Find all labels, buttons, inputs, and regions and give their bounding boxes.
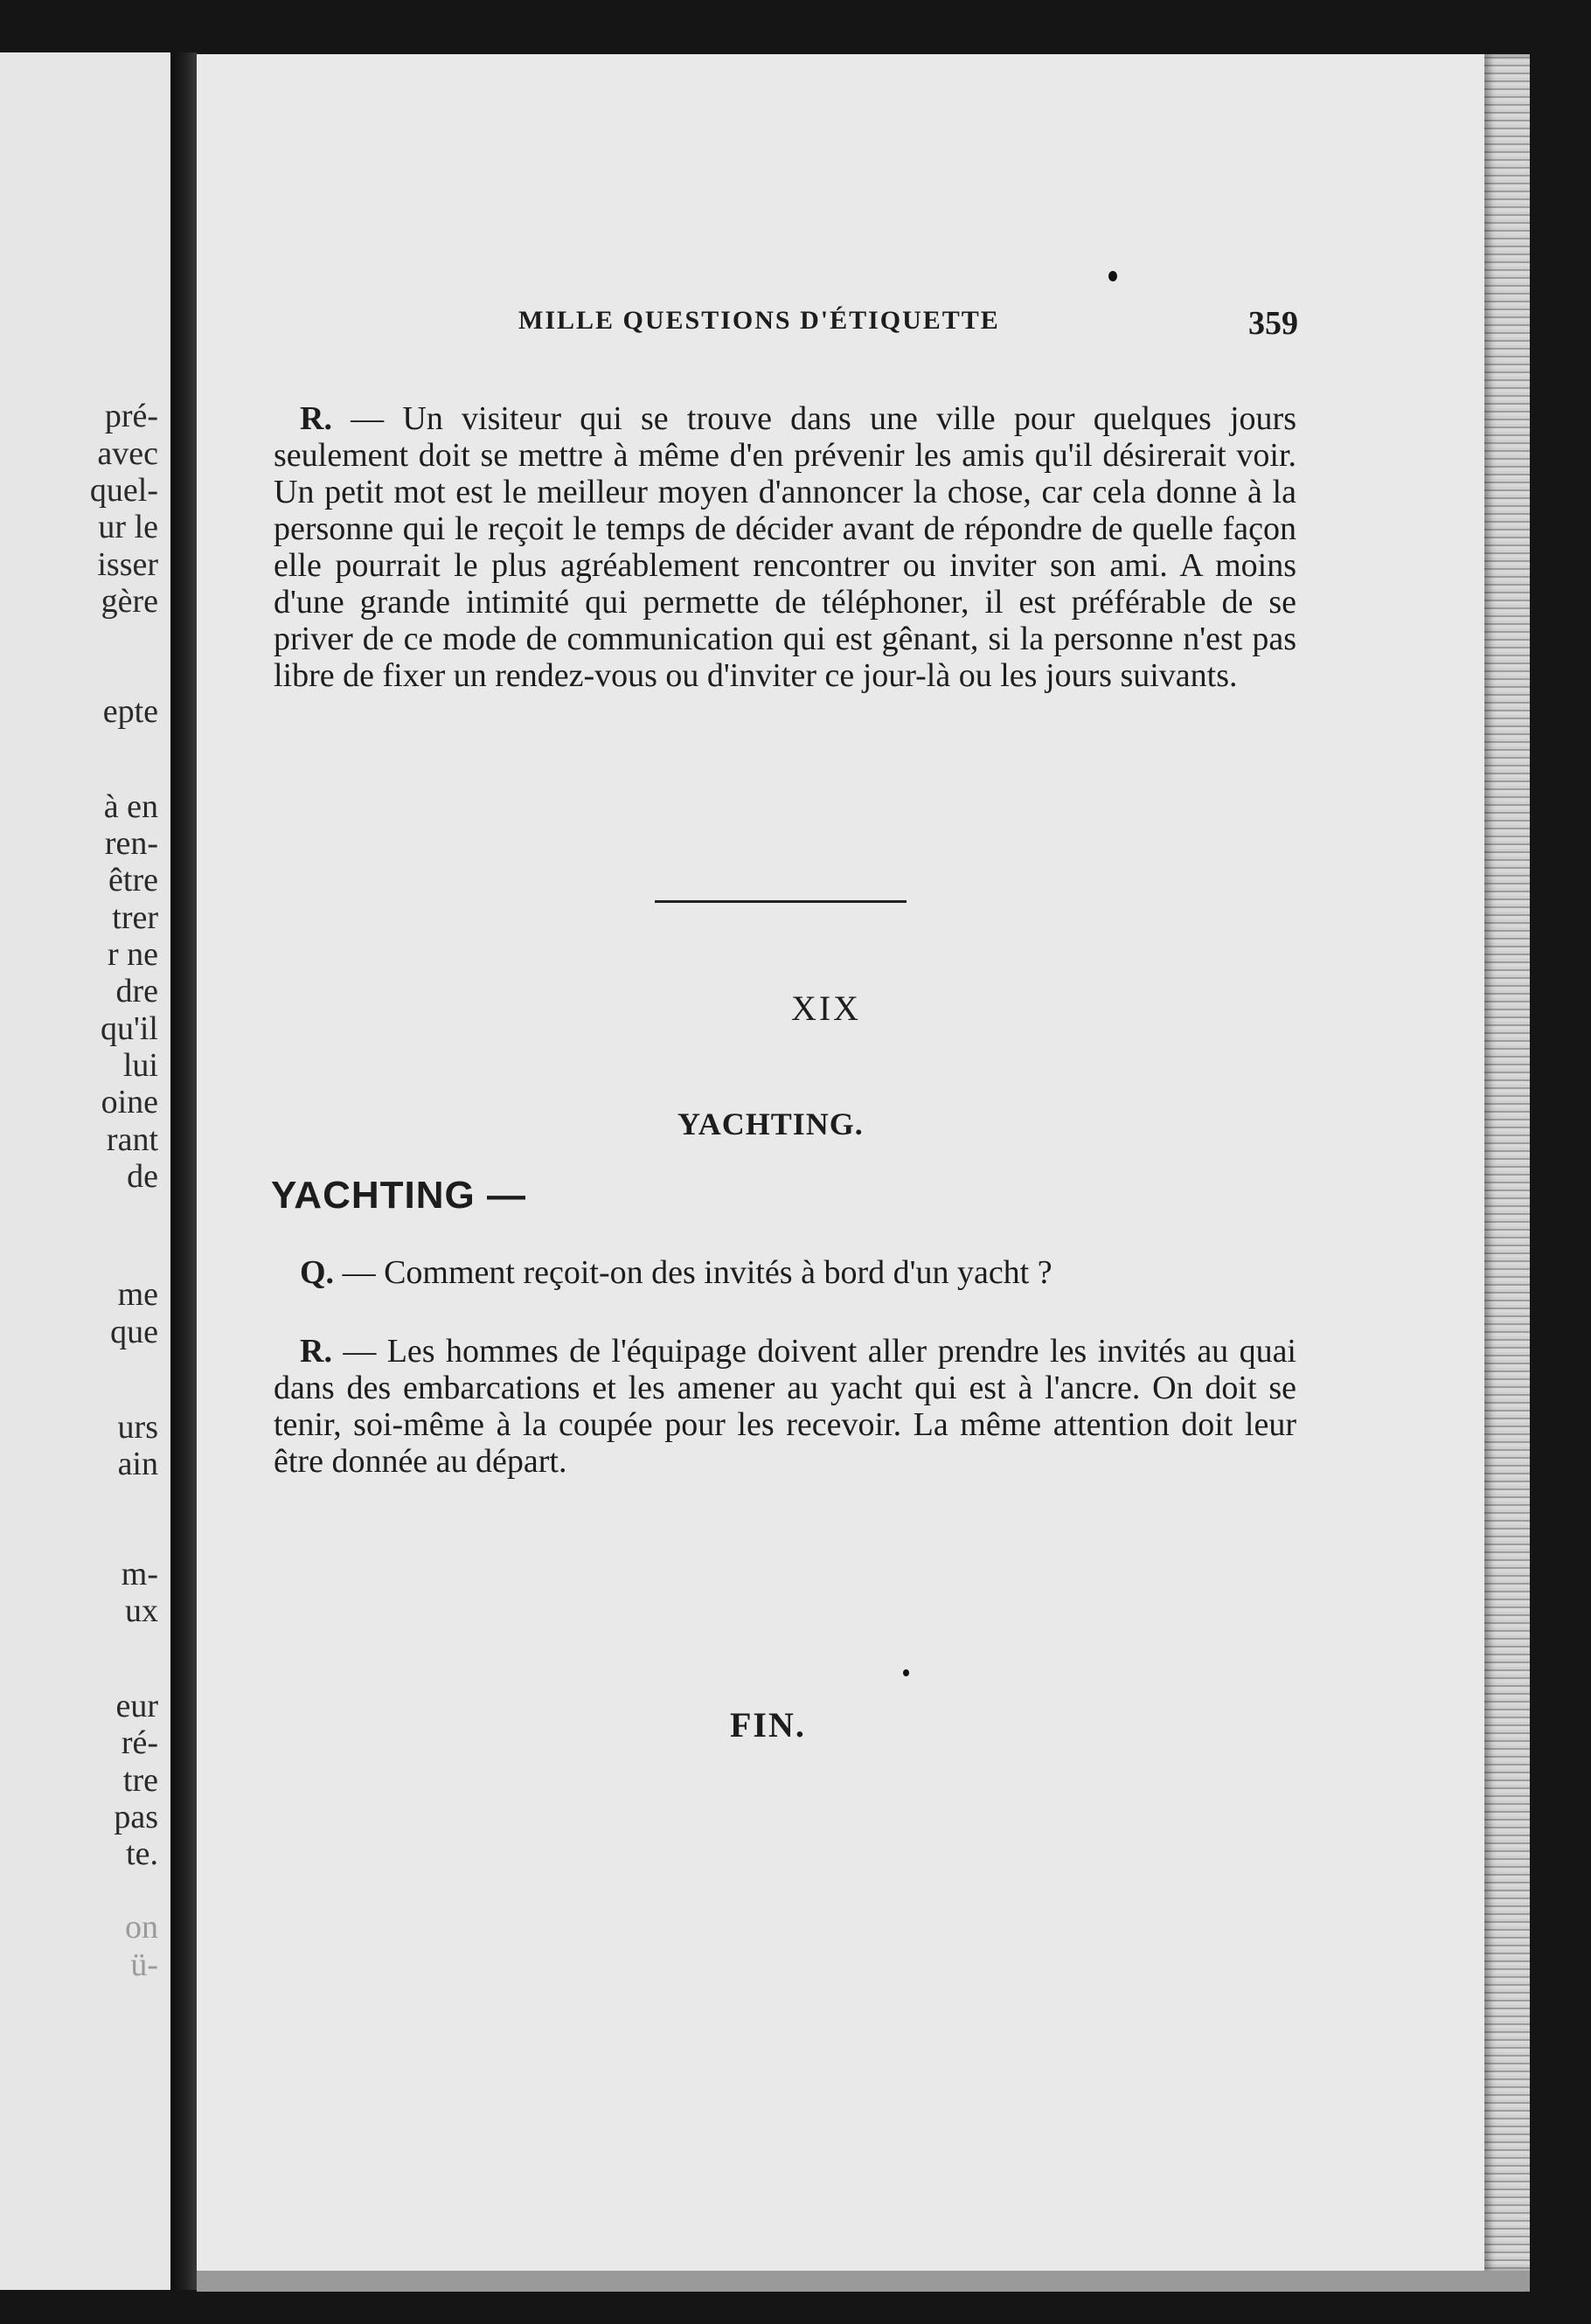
book-gutter [170, 52, 197, 2290]
left-page-line: m- [121, 1556, 158, 1592]
answer-text: — Un visiteur qui se trouve dans une ville pour quelques jours seulement doit se mettre à même d'en prévenir les amis qu'il désirerait voir. Un petit mot est le meilleur moyen d'annoncer la chose, car cela donne à la personne qui le reçoit le temps de décider avant de répondre de quelle façon elle pourrait le plus agréablement rencontrer ou inviter son ami. A moins d'une grande intimité qui permette de téléphoner, il est préférable de se priver de ce mode de communication qui est gênant, si la personne n'est pas libre de fixer un rendez-vous ou d'inviter ce jour-là ou les jours suivants. [274, 400, 1296, 694]
left-page-line: être [108, 862, 158, 898]
end-marker: FIN. [730, 1705, 806, 1745]
answer-paragraph-2 [274, 1333, 1296, 1480]
chapter-title: YACHTING. [677, 1107, 864, 1141]
left-page-line: rant [106, 1121, 158, 1158]
left-page-line: que [110, 1314, 158, 1350]
answer-label: R. [300, 1333, 332, 1370]
left-page-line: ü- [130, 1946, 158, 1983]
question-label: Q. [300, 1254, 335, 1291]
side-heading: YACHTING — [271, 1174, 526, 1217]
right-page [197, 54, 1484, 2271]
left-page-line: gère [101, 583, 158, 620]
left-page-line: on [125, 1909, 158, 1946]
chapter-number: XIX [790, 989, 862, 1028]
left-page-line: quel- [89, 472, 158, 509]
left-page-line: qu'il [101, 1010, 158, 1047]
page-bottom-edge [197, 2271, 1530, 2292]
left-page-line: dre [115, 973, 158, 1009]
page-number: 359 [1248, 305, 1298, 342]
section-divider [655, 900, 907, 903]
page-edge [1484, 54, 1530, 2271]
left-page-line: ré- [121, 1724, 158, 1761]
left-page [0, 52, 174, 2290]
left-page-line: ux [125, 1592, 158, 1629]
left-page-line: ain [117, 1446, 158, 1482]
left-page-line: lui [122, 1047, 158, 1084]
left-page-line: isser [97, 546, 158, 583]
ink-dot [903, 1669, 909, 1676]
left-page-line: trer [112, 899, 158, 936]
left-page-line: urs [117, 1409, 158, 1446]
left-page-line: à en [103, 788, 158, 825]
answer-label: R. [300, 400, 332, 437]
left-page-line: ren- [104, 825, 158, 862]
left-page-line: te. [126, 1835, 158, 1872]
ink-dot [1108, 271, 1117, 281]
left-page-line: pas [114, 1799, 158, 1835]
left-page-line: epte [102, 693, 158, 730]
left-page-line: ur le [98, 509, 158, 545]
left-page-line: me [117, 1276, 158, 1313]
question [300, 1254, 1296, 1291]
left-page-line: tre [122, 1762, 158, 1799]
left-page-line: oine [101, 1084, 158, 1120]
left-page-line: r ne [107, 936, 158, 973]
running-head: MILLE QUESTIONS D'ÉTIQUETTE [518, 306, 1000, 335]
answer-text: — Les hommes de l'équipage doivent aller prendre les invités au quai dans des embarcations et les amener au yacht qui est à l'ancre. On doit se tenir, soi-même à la coupée pour les recevoir. La même attention doit leur être donnée au départ. [274, 1333, 1296, 1480]
left-page-line: de [127, 1158, 158, 1195]
left-page-line: avec [97, 435, 158, 472]
left-page-line: eur [115, 1688, 158, 1724]
answer-paragraph-1 [274, 400, 1296, 694]
question-text: — Comment reçoit-on des invités à bord d'un yacht ? [334, 1254, 1053, 1291]
left-page-line: pré- [104, 398, 158, 434]
